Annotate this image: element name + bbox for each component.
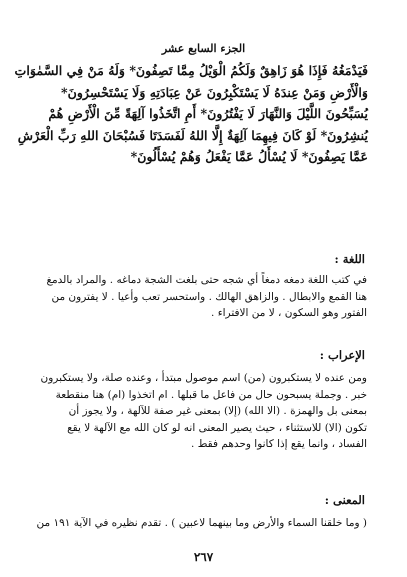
page-number: ٢٦٧ <box>193 550 214 564</box>
text-line: الفتور وهو السكون ، لا من الافتراء . <box>211 307 367 319</box>
text-line: ومن عنده لا يستكبرون (من) اسم موصول مبتدأ ، وعنده صلة، ولا يستكبرون <box>40 372 367 384</box>
section-body-lugha <box>40 272 367 322</box>
text-line: في كتب اللغة دمغه دمغاً أي شجه حتى بلغت الشجة دماغه . والمراد بالدمغ <box>46 274 367 286</box>
section-title-irab: الإعراب : <box>319 348 365 362</box>
verse-line: يُنشِرُونَ* لَوْ كَانَ فِيهِمَا آلِهَةٌ إِلَّا اللهُ لَفَسَدَتَا فَسُبْحَانَ اللهِ رَبِّ الْعَرْشِ <box>17 127 368 143</box>
text-line: الفساد ، وانما يقع إذا كانوا وحدهم فقط . <box>191 438 367 450</box>
verse-line: يُسَبِّحُونَ اللَّيْلَ وَالنَّهَارَ لَا يَفْتُرُونَ* أَمِ اتَّخَذُوا آلِهَةً مِّنَ الْأَرْضِ هُمْ <box>48 106 368 121</box>
verse-line: وَالْأَرْضِ وَمَنْ عِندَهُ لَا يَسْتَكْبِرُونَ عَنْ عِبَادَتِهِ وَلَا يَسْتَحْسِرُونَ* <box>61 84 368 100</box>
section-title-maana: المعنى : <box>324 493 365 507</box>
verse-line: فَيَدْمَغُهُ فَإِذَا هُوَ زَاهِقٌ وَلَكُمُ الْوَيْلُ مِمَّا تَصِفُونَ* وَلَهُ مَنْ فِي السَّمٰوَاتِ <box>14 63 368 78</box>
running-head: الجزء السابع عشر <box>161 42 246 55</box>
section-title-lugha: اللغة : <box>334 252 365 266</box>
text-line: ( وما خلقنا السماء والأرض وما بينهما لاعبين ) . تقدم نظيره في الآية ١٩١ من <box>36 517 367 529</box>
section-body-maana <box>36 515 367 532</box>
section-body-irab <box>40 370 367 453</box>
text-line: خبر . وجملة يسبحون حال من فاعل ما قبلها . ام اتخذوا (ام) هنا منقطعة <box>55 388 367 401</box>
text-line: بمعنى بل والهمزة . (الا الله) (إلا) بمعنى غير صفة للآلهة ، ولا يجوز أن <box>68 405 367 417</box>
text-line: هنا القمع والابطال . والزاهق الهالك . واستحسر تعب وأعيا . لا يفترون من <box>51 290 367 303</box>
text-line: تكون (الا) للاستثناء ، حيث يصير المعنى انه لو كان الله مع الآلهة لا يقع <box>67 421 367 434</box>
quran-verse-block <box>14 60 368 168</box>
verse-line: عَمَّا يَصِفُونَ* لَا يُسْأَلُ عَمَّا يَفْعَلُ وَهُمْ يُسْأَلُونَ* <box>130 149 368 164</box>
